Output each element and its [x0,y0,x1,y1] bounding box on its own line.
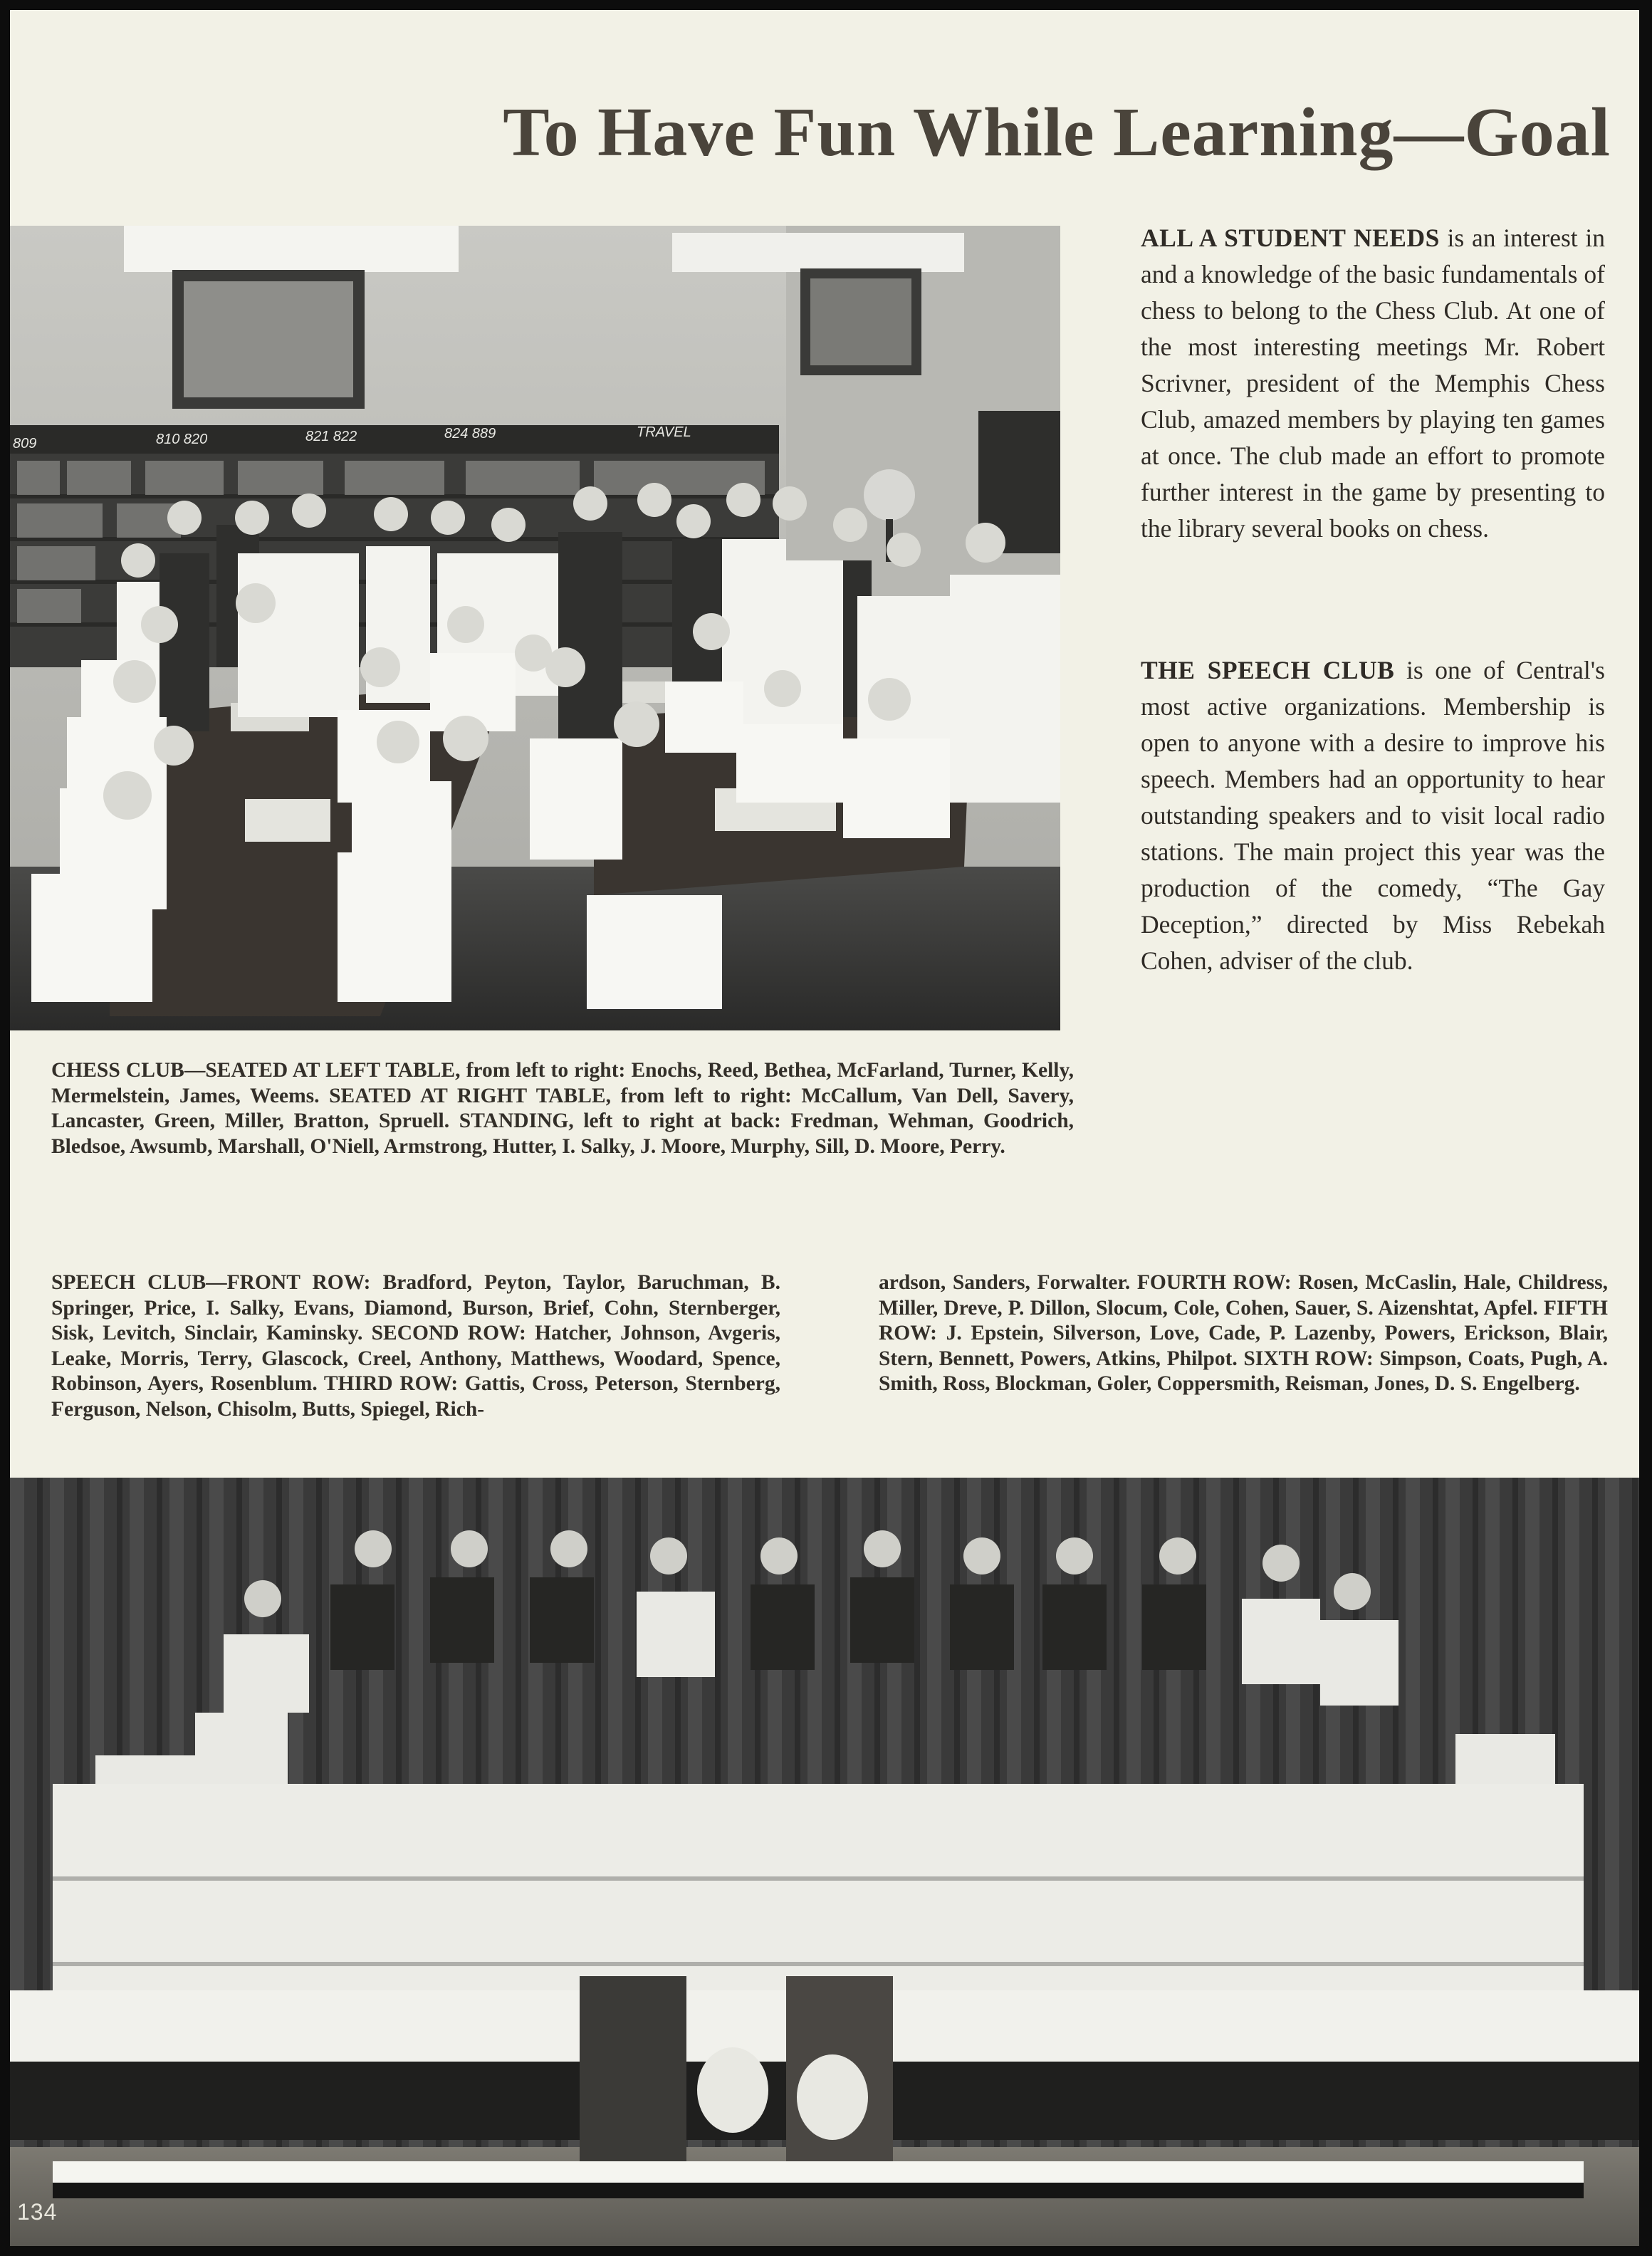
chess-club-body: is an interest in and a knowledge of the basic fundamentals of chess to belong to the Chess Club. At one of the most interesting meetings Mr. Robert Scrivner, president of the Memphis Chess Club, amazed members by playing ten games at once. The club made an effort to promote further interest in the game by presenting to the library several books on chess. [1141,224,1605,543]
chess-club-paragraph [1141,220,1605,547]
shelf-label: 824 889 [444,426,496,442]
shelf-label: 809 [13,436,37,451]
speech-club-photo-illustration [10,1478,1639,2246]
shelf-label: 821 822 [305,429,357,444]
page-number: 134 [17,2199,58,2225]
page-title: To Have Fun While Learning—Goal [503,94,1611,171]
chess-club-photo [10,226,1060,1030]
speech-club-paragraph [1141,652,1605,979]
speech-club-caption-left: SPEECH CLUB—FRONT ROW: Bradford, Peyton, Taylor, Baruchman, B. Springer, Price, I. Salky, Evans, Diamond, Burson, Brief, Cohn, Sternberger, Sisk, Levitch, Sinclair, Kaminsky. SECOND ROW: Hatcher, Johnson, Avgeris, Leake, Morris, Terry, Glascock, Creel, Anthony, Matthews, Woodard, Spence, Robinson, Ayers, Rosenblum. THIRD ROW: Gattis, Cross, Peterson, Sternberg, Ferguson, Nelson, Chisolm, Butts, Spiegel, Rich- [51,1271,780,1421]
speech-club-photo [10,1478,1639,2246]
speech-club-body: is one of Central's most active organizations. Membership is open to anyone with a desire to improve his speech. Members had an opportunity to hear outstanding speakers and to visit local radio stations. The main project this year was the production of the comedy, “The Gay Deception,” directed by Miss Rebekah Cohen, adviser of the club. [1141,656,1605,975]
speech-club-lead: THE SPEECH CLUB [1141,656,1395,684]
shelf-label: 810 820 [156,432,208,447]
speech-club-caption-right: ardson, Sanders, Forwalter. FOURTH ROW: Rosen, McCaslin, Hale, Childress, Miller, Dreve, P. Dillon, Slocum, Cole, Cohen, Sauer, S. Aizenshtat, Apfel. FIFTH ROW: J. Epstein, Silverson, Love, Cade, P. Lazenby, Powers, Erickson, Blair, Stern, Bennett, Powers, Atkins, Philpot. SIXTH ROW: Simpson, Coats, Pugh, A. Smith, Ross, Blockman, Goler, Coppersmith, Reisman, Jones, D. S. Engelberg. [879,1271,1608,1395]
chess-club-lead: ALL A STUDENT NEEDS [1141,224,1440,252]
yearbook-page [10,10,1639,2246]
chess-club-photo-illustration [10,226,1060,1030]
chess-club-caption: CHESS CLUB—SEATED AT LEFT TABLE, from left to right: Enochs, Reed, Bethea, McFarland, Turner, Kelly, Mermelstein, James, Weems. SEATED AT RIGHT TABLE, from left to right: McCallum, Van Dell, Savery, Lancaster, Green, Miller, Bratton, Spruell. STANDING, left to right at back: Fredman, Wehman, Goodrich, Bledsoe, Awsumb, Marshall, O'Niell, Armstrong, Hutter, I. Salky, J. Moore, Murphy, Sill, D. Moore, Perry. [51,1059,1074,1158]
shelf-label: TRAVEL [637,424,691,440]
